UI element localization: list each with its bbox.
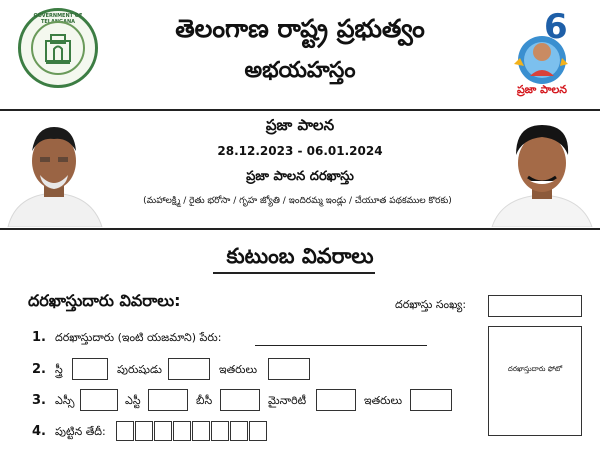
dob-digit-cell[interactable] — [230, 421, 248, 441]
gender-option-female-label: స్త్రీ — [55, 363, 63, 376]
item-number-3: 3. — [32, 393, 46, 408]
leader-photo-right — [490, 115, 594, 227]
scheme-title: అభయహస్తం — [244, 58, 356, 83]
caste-option-sc-label: ఎస్సీ — [55, 394, 75, 407]
caste-option-st-label: ఎస్టీ — [125, 394, 141, 407]
item-number-4: 4. — [32, 424, 46, 439]
dob-digit-cell[interactable] — [135, 421, 153, 441]
application-number-field[interactable] — [488, 295, 582, 317]
dob-digit-cell[interactable] — [173, 421, 191, 441]
seal-text: GOVERNMENT OF TELANGANA — [33, 13, 83, 25]
form-title-underline — [213, 272, 375, 274]
gender-option-male-label: పురుషుడు — [117, 363, 162, 376]
applicant-name-field[interactable] — [255, 345, 427, 346]
leader-photo-left — [6, 115, 104, 227]
gender-option-other-label: ఇతరులు — [219, 363, 258, 376]
section-heading: దరఖాస్తుదారు వివరాలు: — [28, 291, 181, 310]
caste-minority-checkbox[interactable] — [316, 389, 356, 411]
banner-schemes: (మహాలక్ష్మి / రైతు భరోసా / గృహ జ్యోతి / ఇందిరమ్మ ఇండ్లు / చేయూత పథకముల కొరకు) — [143, 196, 452, 206]
praja-palana-banner — [0, 111, 600, 228]
applicant-name-label: దరఖాస్తుదారు (ఇంటి యజమాని) పేరు: — [55, 331, 222, 344]
temple-gate-icon — [43, 31, 73, 65]
gender-other-checkbox[interactable] — [268, 358, 310, 380]
applicant-photo-box[interactable] — [488, 326, 582, 436]
dob-digit-cell[interactable] — [192, 421, 210, 441]
date-of-birth-label: పుట్టిన తేదీ: — [55, 425, 106, 438]
item-number-1: 1. — [32, 330, 46, 345]
application-number-label: దరఖాస్తు సంఖ్య: — [395, 298, 467, 311]
caste-option-bc-label: బీసీ — [196, 394, 213, 407]
caste-sc-checkbox[interactable] — [80, 389, 118, 411]
telangana-government-seal — [18, 8, 98, 88]
banner-dates: 28.12.2023 - 06.01.2024 — [217, 144, 383, 158]
dob-digit-cell[interactable] — [116, 421, 134, 441]
banner-application-title: ప్రజా పాలన దరఖాస్తు — [246, 169, 354, 184]
dob-digit-cell[interactable] — [154, 421, 172, 441]
caste-bc-checkbox[interactable] — [220, 389, 260, 411]
government-title: తెలంగాణ రాష్ట్ర ప్రభుత్వం — [175, 14, 425, 43]
gender-male-checkbox[interactable] — [168, 358, 210, 380]
caste-option-other-label: ఇతరులు — [364, 394, 403, 407]
caste-option-minority-label: మైనారిటీ — [268, 394, 307, 407]
caste-other-checkbox[interactable] — [410, 389, 452, 411]
form-title: కుటుంబ వివరాలు — [226, 244, 374, 268]
item-number-2: 2. — [32, 362, 46, 377]
logo-caption: ప్రజా పాలన — [516, 83, 568, 96]
caste-st-checkbox[interactable] — [148, 389, 188, 411]
banner-divider — [0, 228, 600, 230]
dob-digit-cell[interactable] — [249, 421, 267, 441]
logo-number: 6 — [544, 8, 568, 47]
dob-digit-cell[interactable] — [211, 421, 229, 441]
gender-female-checkbox[interactable] — [72, 358, 108, 380]
banner-title: ప్రజా పాలన — [265, 116, 335, 134]
applicant-photo-label: దరఖాస్తుదారు ఫోటో — [507, 365, 563, 373]
page-header — [0, 0, 600, 108]
